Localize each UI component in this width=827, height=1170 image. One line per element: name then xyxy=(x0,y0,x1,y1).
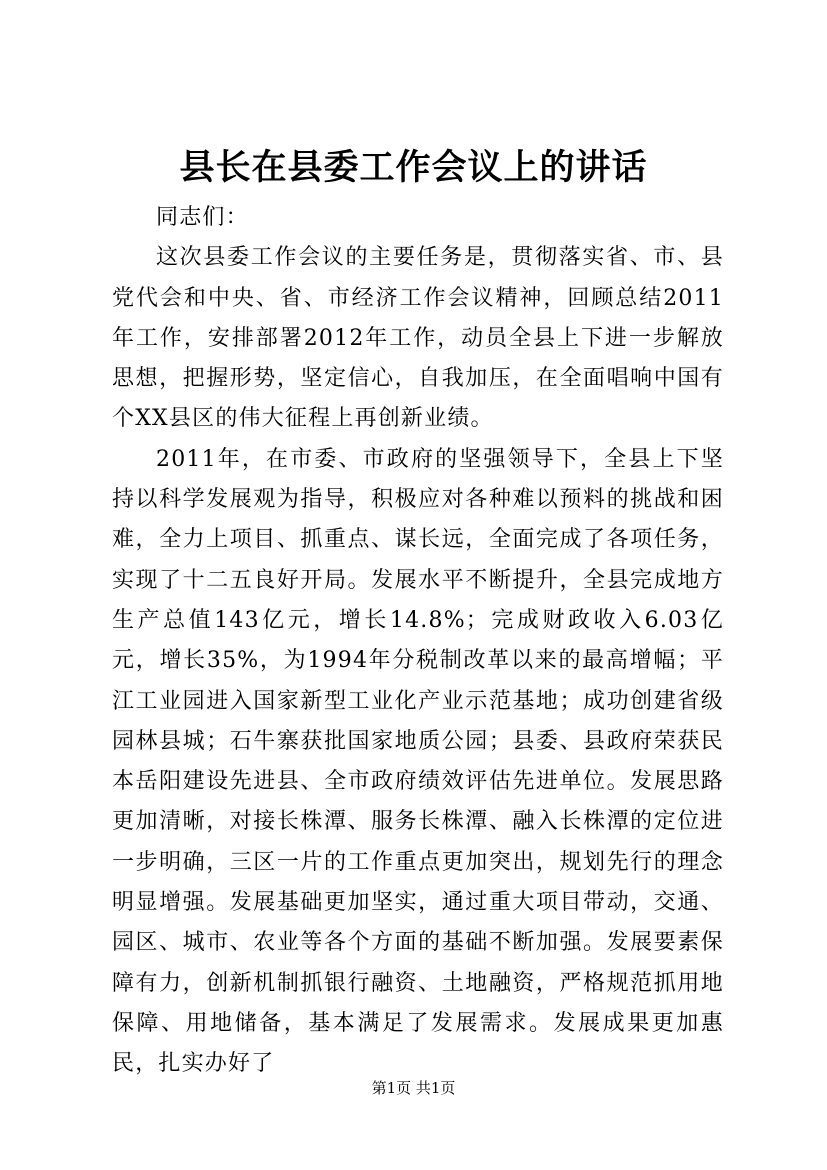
page-footer: 第1页 共1页 xyxy=(371,1079,456,1097)
document-title: 县长在县委工作会议上的讲话 xyxy=(179,147,648,188)
paragraph-2: 2011年，在市委、市政府的坚强领导下，全县上下坚持以科学发展观为指导，积极应对各种难以预料的挑战和困难，全力上项目、抓重点、谋长远，全面完成了各项任务，实现了十二五良好开局。发展水平不断提升，全县完成地方生产总值143亿元，增长14.8%；完成财政收入6.03亿元，增长35%，为1994年分税制改革以来的最高增幅；平江工业园进入国家新型工业化产业示范基地；成功创建省级园林县城；石牛寨获批国家地质公园；县委、县政府荣获民本岳阳建设先进县、全市政府绩效评估先进单位。发展思路更加清晰，对接长株潭、服务长株潭、融入长株潭的定位进一步明确，三区一片的工作重点更加突出，规划先行的理念明显增强。发展基础更加坚实，通过重大项目带动，交通、园区、城市、农业等各个方面的基础不断加强。发展要素保障有力，创新机制抓银行融资、土地融资，严格规范抓用地保障、用地储备，基本满足了发展需求。发展成果更加惠民，扎实办好了 xyxy=(112,446,724,1077)
paragraph-1: 这次县委工作会议的主要任务是，贯彻落实省、市、县党代会和中央、省、市经济工作会议精神，回顾总结2011年工作，安排部署2012年工作，动员全县上下进一步解放思想，把握形势，坚定信心，自我加压，在全面唱响中国有个XX县区的伟大征程上再创新业绩。 xyxy=(112,245,724,432)
salutation: 同志们： xyxy=(156,205,249,230)
document-body xyxy=(112,198,724,1085)
